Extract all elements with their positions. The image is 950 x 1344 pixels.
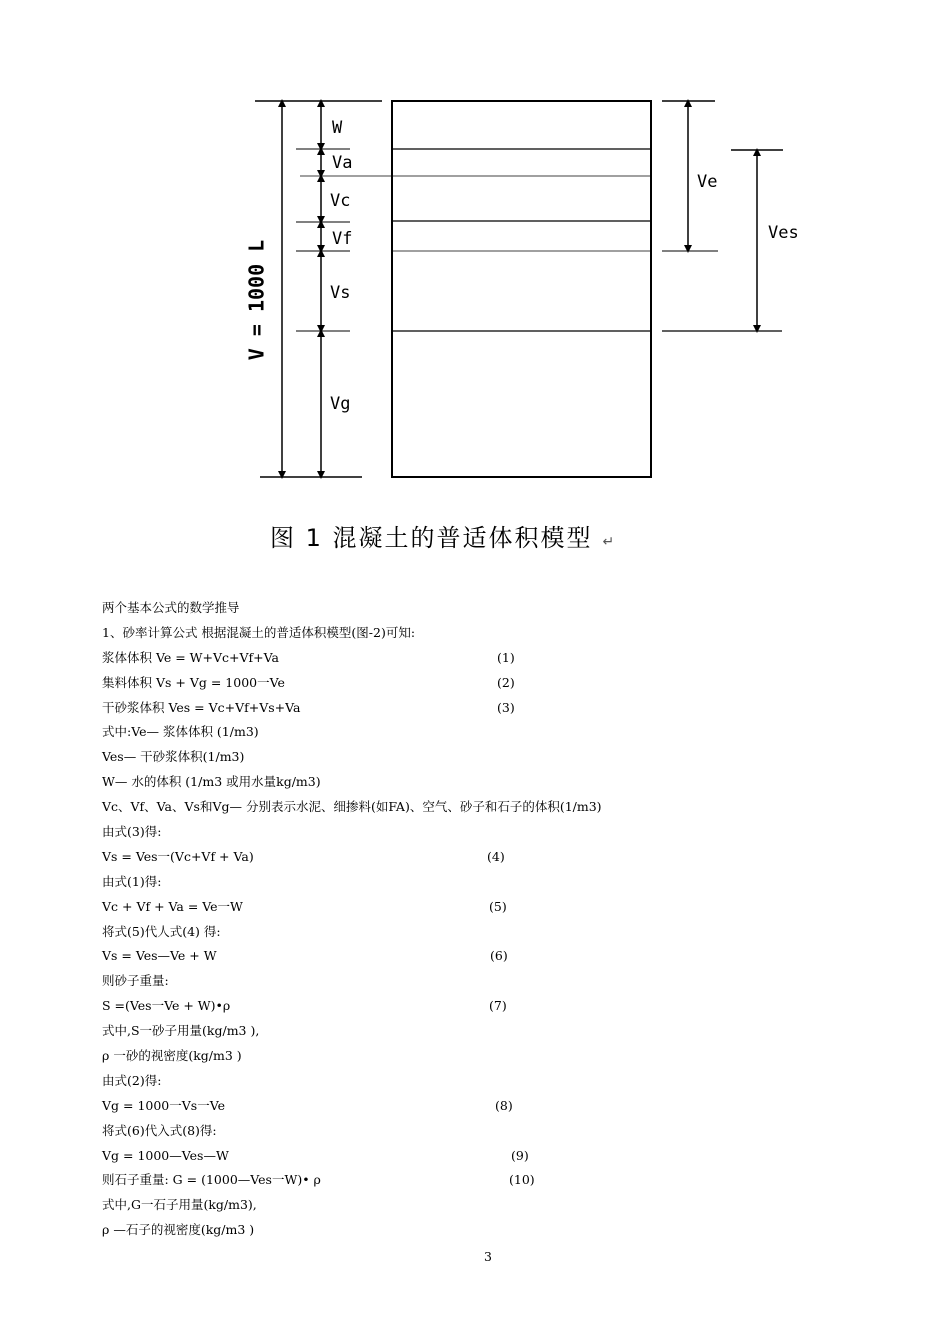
line-text: W— 水的体积 (1/m3 或用水量kg/m3) — [102, 774, 321, 790]
equation-number: (3) — [497, 699, 515, 715]
text-line — [102, 696, 862, 721]
line-text: Vg = 1000—Ves—W — [102, 1147, 229, 1163]
text-line — [102, 994, 862, 1019]
line-text: 由式(2)得: — [102, 1072, 162, 1088]
vs-label: Vs — [330, 283, 351, 303]
line-text: Vg = 1000一Vs一Ve — [102, 1097, 225, 1113]
line-text: 将式(6)代入式(8)得: — [102, 1122, 217, 1138]
text-line — [102, 920, 862, 945]
line-text: 由式(3)得: — [102, 824, 162, 840]
text-line — [102, 1094, 862, 1119]
text-line — [102, 1193, 862, 1218]
equation-number: (5) — [489, 898, 507, 914]
line-text: 两个基本公式的数学推导 — [102, 600, 240, 615]
line-text: Vc、Vf、Va、Vs和Vg— 分别表示水泥、细掺料(如FA)、空气、砂子和石子的体积(1/m3) — [102, 799, 602, 815]
text-line — [102, 646, 862, 671]
vc-label: Vc — [330, 191, 351, 211]
line-text: S =(Ves一Ve + W)•ρ — [102, 998, 231, 1014]
line-text: 浆体体积 Ve = W+Vc+Vf+Va — [102, 649, 279, 665]
vg-label: Vg — [330, 394, 351, 414]
equation-number: (2) — [497, 674, 515, 690]
line-text: ρ 一砂的视密度(kg/m3 ) — [102, 1048, 242, 1064]
text-line — [102, 1044, 862, 1069]
equation-number: (9) — [511, 1147, 529, 1163]
line-text: 干砂浆体积 Ves = Vc+Vf+Vs+Va — [102, 699, 301, 715]
line-text: 则砂子重量: — [102, 973, 169, 989]
text-line — [102, 795, 862, 820]
figure-caption — [270, 518, 614, 553]
equation-number: (8) — [495, 1097, 513, 1113]
equation-number: (10) — [509, 1172, 535, 1188]
equation-number: (6) — [490, 948, 508, 964]
text-line — [102, 870, 862, 895]
return-mark-icon: ↵ — [602, 534, 615, 550]
text-line — [102, 1168, 862, 1193]
ve-label: Ve — [697, 172, 718, 192]
ves-label: Ves — [768, 223, 799, 243]
text-line — [102, 1144, 862, 1169]
text-line — [102, 820, 862, 845]
derivation-text-block — [102, 596, 862, 1243]
line-text: Vs = Ves—Ve + W — [102, 948, 217, 964]
equation-number: (4) — [487, 848, 505, 864]
text-line — [102, 671, 862, 696]
text-line — [102, 969, 862, 994]
total-volume-label: V = 1000 L — [244, 239, 269, 361]
figure-caption-text: 图 1 混凝土的普适体积模型 — [270, 524, 593, 552]
line-text: Vc + Vf + Va = Ve一W — [102, 898, 243, 914]
w-label: W — [332, 118, 343, 138]
text-line — [102, 596, 862, 621]
equation-number: (7) — [489, 998, 507, 1014]
text-line — [102, 1019, 862, 1044]
page-number: 3 — [484, 1249, 492, 1264]
text-line — [102, 1218, 862, 1243]
text-line — [102, 745, 862, 770]
text-line — [102, 895, 862, 920]
text-line — [102, 621, 862, 646]
line-text: Ves— 干砂浆体积(1/m3) — [102, 749, 245, 765]
line-text: 则石子重量: G = (1000—Ves一W)• ρ — [102, 1172, 321, 1188]
text-line — [102, 944, 862, 969]
vf-label: Vf — [332, 229, 353, 249]
line-text: 将式(5)代人式(4) 得: — [102, 923, 221, 939]
line-text: 式中,G一石子用量(kg/m3), — [102, 1197, 257, 1213]
text-line — [102, 720, 862, 745]
line-text: 1、砂率计算公式 根据混凝土的普适体积模型(图-2)可知: — [102, 624, 416, 640]
line-text: 式中:Ve— 浆体体积 (1/m3) — [102, 724, 259, 740]
text-line — [102, 770, 862, 795]
equation-number: (1) — [497, 649, 515, 665]
text-line — [102, 1069, 862, 1094]
text-line — [102, 1119, 862, 1144]
va-label: Va — [332, 153, 353, 173]
volume-box — [392, 101, 651, 477]
line-text: 集料体积 Vs + Vg = 1000一Ve — [102, 674, 285, 690]
line-text: 由式(1)得: — [102, 873, 162, 889]
text-line — [102, 845, 862, 870]
line-text: 式中,S一砂子用量(kg/m3 ), — [102, 1023, 260, 1039]
concrete-volume-model-diagram — [0, 0, 950, 500]
line-text: ρ —石子的视密度(kg/m3 ) — [102, 1222, 255, 1238]
line-text: Vs = Ves一(Vc+Vf + Va) — [102, 848, 254, 864]
